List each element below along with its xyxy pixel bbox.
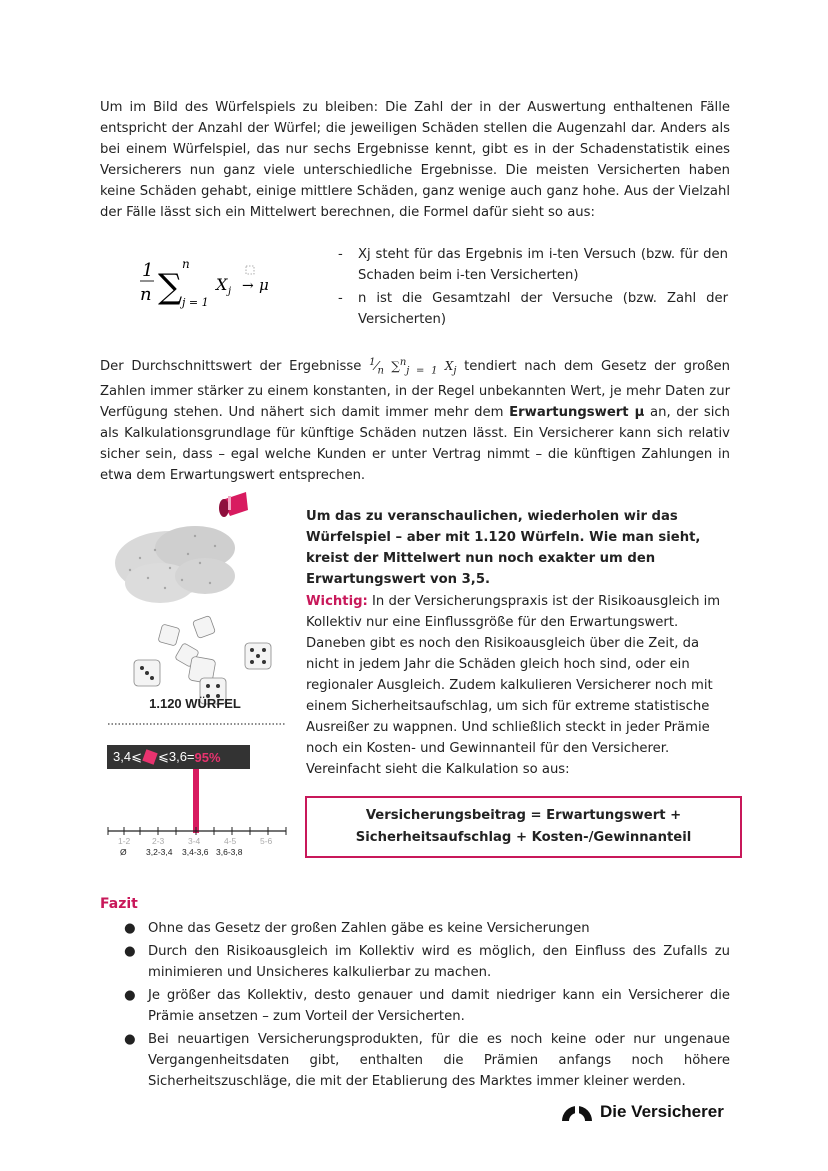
intro-paragraph: Um im Bild des Würfelspiels zu bleiben: Die Zahl der in der Auswertung enthaltenen Fälle entspricht der Anzahl der Würfel; die jeweiligen Schäden stellen die Augenzahl dar. Anders als bei einem Würfelspiel, das nur sechs Ergebnisse kennt, gibt es in der Schadenstatistik eines Versicherers nun ganz viele unterschiedliche Ergebnisse. Die meisten Versicherten haben keine Schäden gehabt, einige mittlere Schäden, ganz wenige auch ganz hohe. Aus der Vielzahl der Fälle lässt sich ein Mittelwert berechnen, die Formel dafür sieht so aus: bbox=[100, 100, 730, 220]
svg-text:∑: ∑ bbox=[158, 267, 183, 307]
die-icon bbox=[142, 749, 157, 764]
range-badge: 3,4⩽ ⩽3,6= 95% bbox=[107, 745, 250, 769]
formula-legend-item: - Xj steht für das Ergebnis im i-ten Versuch (bzw. für den Schaden beim i-ten Versicherten) bbox=[338, 247, 728, 283]
highlight-paragraph: Um das zu veranschaulichen, wiederholen wir das Würfelspiel – aber mit 1.120 Würfeln. Wie man sieht, kreist der Mittelwert nun noch exakter um den Erwartungswert von 3,5. bbox=[306, 509, 701, 587]
axis-label: 3,6-3,8 bbox=[216, 847, 243, 857]
svg-text:→: → bbox=[242, 278, 254, 294]
axis-label: 3,4-3,6 bbox=[182, 847, 209, 857]
important-paragraph: Wichtig: In der Versicherungspraxis ist der Risikoausgleich im Kollektiv nur eine Einflussgröße für den Erwartungswert. Daneben gibt es noch den Risikoausgleich über die Zeit, da nicht in jedem Jahr die Schäden gleich hoch sind, oder ein regionaler Ausgleich. Zudem kalkulieren Versicherer noch mit einem Sicherheitsaufschlag, um sich für extreme statistische Ausreißer zu wappnen. Und schließlich steckt in jeder Prämie noch ein Kosten- und Gewinnanteil für den Versicherer. Vereinfacht sieht die Kalkulation so aus: bbox=[306, 594, 721, 777]
svg-text:X: X bbox=[216, 275, 228, 294]
formula-legend-item: - n ist die Gesamtzahl der Versuche (bzw. Zahl der Versicherten) bbox=[338, 291, 728, 327]
brand-logo bbox=[562, 1102, 724, 1122]
axis-label: 3,2-3,4 bbox=[146, 847, 173, 857]
svg-text:μ: μ bbox=[259, 276, 269, 294]
list-item: ● Durch den Risikoausgleich im Kollektiv wird es möglich, den Einfluss des Zufalls zu minimieren und Unsicheres kalkulierbar zu machen. bbox=[124, 944, 730, 980]
premium-formula-box: Versicherungsbeitrag = Erwartungswert + Sicherheitsaufschlag + Kosten-/Gewinnanteil bbox=[305, 796, 742, 858]
dice-count-caption: 1.120 WÜRFEL bbox=[149, 696, 241, 711]
formula-legend bbox=[338, 244, 728, 332]
list-item: ● Bei neuartigen Versicherungsprodukten, für die es noch keine oder nur ungenaue Vergangenheitsdaten gibt, enthalten die Prämien anfangs noch höhere Sicherheitszuschläge, die mit der Etablierung des Marktes immer kleiner werden. bbox=[124, 1032, 730, 1089]
dice-illustration bbox=[100, 488, 300, 868]
mean-paragraph: Der Durchschnittswert der Ergebnisse $^1⁄_n$ ∑$^n_{j = 1}$ $X_j$ tendiert nach dem Gesetz der großen Zahlen immer stärker zu einem konstanten, in der Regel unbekannten Wert, je mehr Daten zur Verfügung stehen. Und nähert sich damit immer mehr dem Erwartungswert µ an, der sich als Kalkulationsgrundlage für künftige Schäden nutzen lässt. Ein Versicherer kann sich relativ sicher sein, dass – egal welche Kunden er unter Vertrag nimmt – die künftigen Zahlungen in etwa dem Erwartungswert entsprechen. bbox=[100, 357, 731, 484]
axis-label: 3-4 bbox=[188, 836, 201, 846]
dice-cloud bbox=[115, 526, 235, 603]
mean-formula bbox=[140, 254, 300, 314]
svg-text:n: n bbox=[182, 257, 190, 271]
axis-label: 1-2 bbox=[118, 836, 131, 846]
inline-formula: $^1⁄_n$ ∑$^n_{j = 1}$ $X_j$ bbox=[369, 357, 457, 377]
list-item: ● Je größer das Kollektiv, desto genauer und damit niedriger kann ein Versicherer die Prämie ansetzen – zum Vorteil der Versicherten. bbox=[124, 988, 730, 1024]
axis-label: 2-3 bbox=[152, 836, 165, 846]
logo-text: Die Versicherer bbox=[600, 1102, 724, 1121]
fazit-heading: Fazit bbox=[100, 896, 138, 912]
svg-text:j = 1: j = 1 bbox=[182, 296, 209, 309]
axis-label: 5-6 bbox=[260, 836, 273, 846]
list-item: ● Ohne das Gesetz der großen Zahlen gäbe es keine Versicherungen bbox=[124, 921, 590, 936]
svg-text:n: n bbox=[140, 284, 152, 305]
axis-label: Ø bbox=[120, 847, 127, 857]
svg-text:j: j bbox=[228, 286, 232, 297]
dice-cup-icon bbox=[219, 492, 248, 517]
axis-label: 4-5 bbox=[224, 836, 237, 846]
svg-text:1: 1 bbox=[142, 260, 154, 281]
logo-icon bbox=[562, 1103, 592, 1121]
fazit-list bbox=[100, 918, 730, 1094]
